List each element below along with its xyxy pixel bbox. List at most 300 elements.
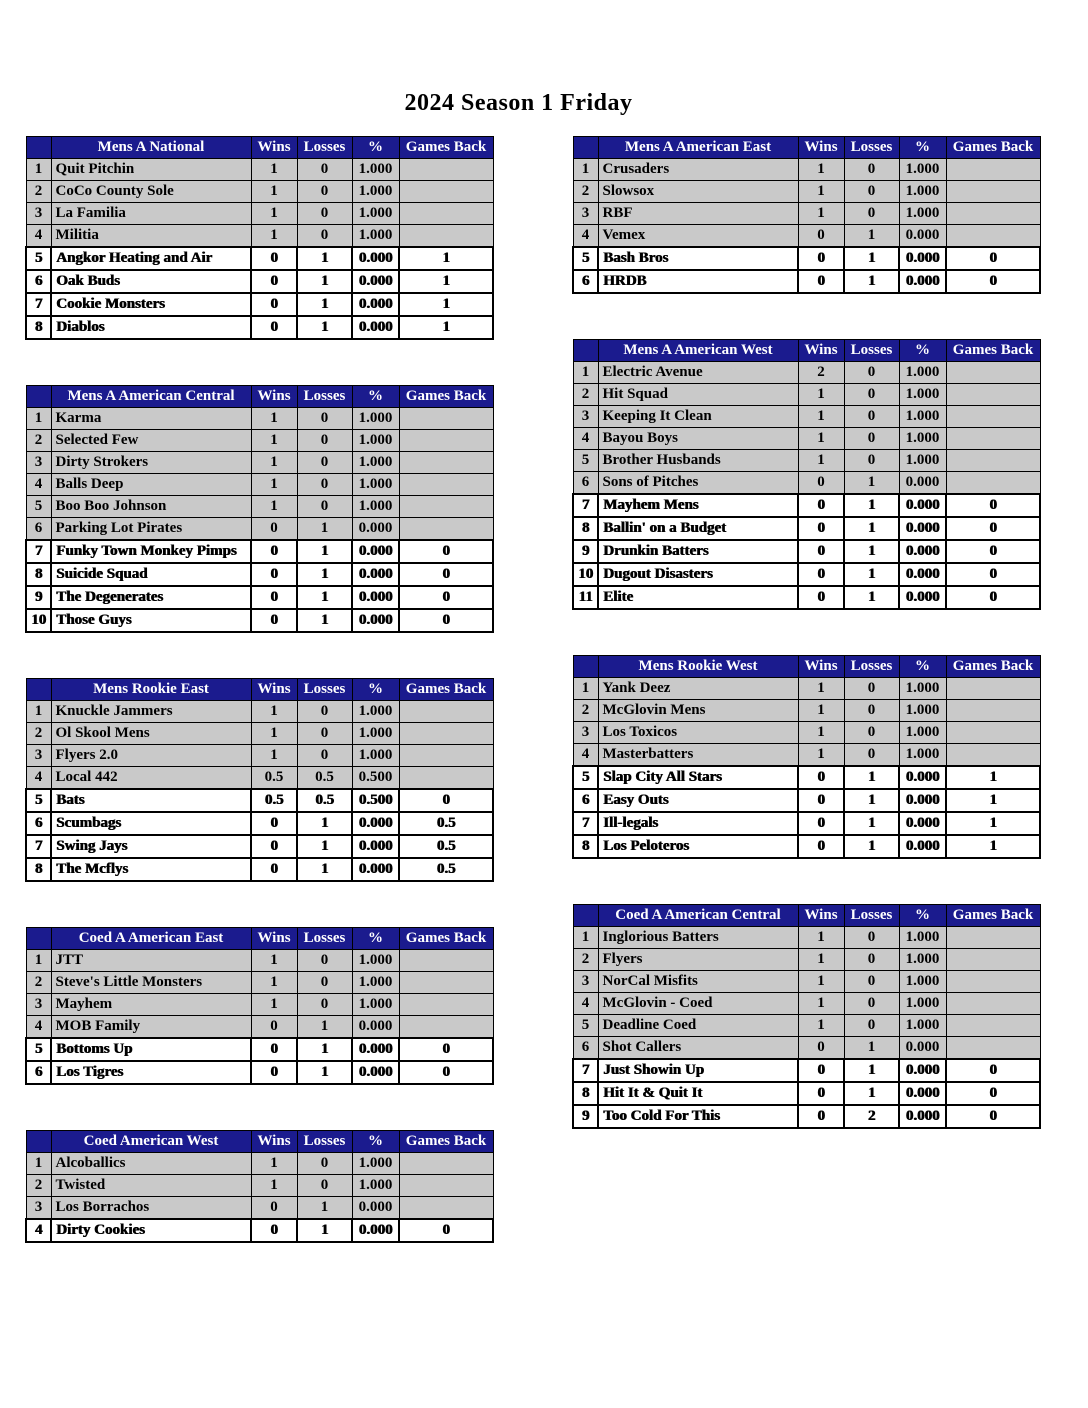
games-back-cell — [946, 203, 1040, 225]
pct-cell: 0.000 — [352, 812, 399, 835]
table-row — [573, 812, 1040, 835]
col-header-wins: Wins — [251, 679, 297, 701]
team-cell: Bayou Boys — [598, 428, 798, 450]
pct-cell: 0.000 — [899, 1105, 946, 1128]
pct-cell: 1.000 — [352, 452, 399, 474]
games-back-cell — [399, 203, 493, 225]
wins-cell: 0 — [251, 1016, 297, 1039]
rank-cell: 4 — [26, 225, 51, 248]
pct-cell: 1.000 — [352, 1175, 399, 1197]
wins-cell: 1 — [798, 203, 844, 225]
wins-cell: 0 — [251, 247, 297, 270]
losses-cell: 0 — [297, 203, 352, 225]
games-back-cell: 0.5 — [399, 858, 493, 881]
team-cell: MOB Family — [51, 1016, 251, 1039]
wins-cell: 1 — [798, 722, 844, 744]
wins-cell: 1 — [251, 159, 297, 181]
pct-cell: 0.000 — [352, 563, 399, 586]
pct-cell: 0.000 — [352, 293, 399, 316]
team-cell: Los Peloteros — [598, 835, 798, 858]
games-back-cell — [399, 1016, 493, 1039]
rank-cell: 3 — [573, 203, 598, 225]
team-cell: Funky Town Monkey Pimps — [51, 540, 251, 563]
standings-table-mens-a-american-east — [572, 136, 1041, 294]
table-row — [573, 517, 1040, 540]
wins-cell: 0 — [798, 1037, 844, 1060]
rank-cell: 8 — [573, 1082, 598, 1105]
rank-cell: 9 — [26, 586, 51, 609]
pct-cell: 1.000 — [899, 700, 946, 722]
rank-col-header — [26, 137, 51, 159]
col-header-games-back: Games Back — [399, 679, 493, 701]
games-back-cell: 0 — [946, 1059, 1040, 1082]
wins-cell: 0 — [798, 812, 844, 835]
pct-cell: 1.000 — [899, 159, 946, 181]
pct-cell: 1.000 — [352, 950, 399, 972]
col-header-losses: Losses — [297, 928, 352, 950]
col-header-losses: Losses — [297, 386, 352, 408]
team-cell: Hit Squad — [598, 384, 798, 406]
games-back-cell — [946, 722, 1040, 744]
team-cell: Balls Deep — [51, 474, 251, 496]
games-back-cell: 0 — [399, 1061, 493, 1084]
wins-cell: 0 — [251, 1038, 297, 1061]
header-row — [573, 340, 1040, 362]
wins-cell: 0 — [798, 766, 844, 789]
wins-cell: 1 — [798, 181, 844, 203]
col-header-pct: % — [352, 386, 399, 408]
losses-cell: 1 — [297, 247, 352, 270]
rank-cell: 5 — [26, 1038, 51, 1061]
rank-cell: 2 — [26, 972, 51, 994]
rank-cell: 7 — [573, 494, 598, 517]
col-header-games-back: Games Back — [399, 386, 493, 408]
team-cell: NorCal Misfits — [598, 971, 798, 993]
rank-cell: 3 — [573, 722, 598, 744]
wins-cell: 0.5 — [251, 767, 297, 790]
games-back-cell — [399, 745, 493, 767]
pct-cell: 1.000 — [352, 430, 399, 452]
pct-cell: 0.000 — [899, 494, 946, 517]
losses-cell: 0.5 — [297, 767, 352, 790]
pct-cell: 0.000 — [352, 540, 399, 563]
pct-cell: 1.000 — [899, 362, 946, 384]
losses-cell: 0 — [297, 701, 352, 723]
rank-cell: 6 — [26, 1061, 51, 1084]
losses-cell: 0 — [844, 159, 899, 181]
col-header-wins: Wins — [251, 137, 297, 159]
header-row — [26, 928, 493, 950]
games-back-cell — [946, 225, 1040, 248]
rank-cell: 5 — [573, 1015, 598, 1037]
games-back-cell: 0.5 — [399, 835, 493, 858]
team-cell: Hit It & Quit It — [598, 1082, 798, 1105]
losses-cell: 0 — [844, 406, 899, 428]
rank-cell: 7 — [26, 835, 51, 858]
rank-col-header — [26, 928, 51, 950]
rank-cell: 11 — [573, 586, 598, 609]
games-back-cell — [946, 472, 1040, 495]
team-cell: Bash Bros — [598, 247, 798, 270]
pct-cell: 1.000 — [352, 972, 399, 994]
pct-cell: 1.000 — [899, 678, 946, 700]
team-cell: Masterbatters — [598, 744, 798, 767]
games-back-cell — [946, 949, 1040, 971]
team-cell: Swing Jays — [51, 835, 251, 858]
standings-table-mens-a-american-central — [25, 385, 494, 633]
rank-cell: 7 — [26, 540, 51, 563]
table-row — [26, 408, 493, 430]
rank-cell: 4 — [573, 225, 598, 248]
games-back-cell — [399, 408, 493, 430]
rank-cell: 2 — [573, 384, 598, 406]
games-back-cell — [946, 159, 1040, 181]
table-row — [573, 789, 1040, 812]
division-title: Mens Rookie East — [51, 679, 251, 701]
team-cell: Parking Lot Pirates — [51, 518, 251, 541]
rank-cell: 5 — [573, 247, 598, 270]
wins-cell: 2 — [798, 362, 844, 384]
pct-cell: 0.000 — [899, 1082, 946, 1105]
team-cell: Sons of Pitches — [598, 472, 798, 495]
wins-cell: 0 — [798, 563, 844, 586]
losses-cell: 1 — [844, 586, 899, 609]
table-row — [573, 949, 1040, 971]
table-row — [573, 159, 1040, 181]
rank-col-header — [573, 340, 598, 362]
rank-cell: 1 — [573, 678, 598, 700]
losses-cell: 0.5 — [297, 789, 352, 812]
division-title: Mens A American Central — [51, 386, 251, 408]
games-back-cell — [946, 362, 1040, 384]
losses-cell: 1 — [297, 1219, 352, 1242]
losses-cell: 1 — [844, 270, 899, 293]
wins-cell: 0 — [251, 293, 297, 316]
pct-cell: 1.000 — [899, 971, 946, 993]
pct-cell: 1.000 — [352, 159, 399, 181]
division-title: Mens A National — [51, 137, 251, 159]
games-back-cell: 0 — [946, 563, 1040, 586]
table-row — [573, 428, 1040, 450]
table-row — [573, 203, 1040, 225]
games-back-cell — [399, 1153, 493, 1175]
wins-cell: 1 — [251, 408, 297, 430]
wins-cell: 1 — [798, 971, 844, 993]
rank-cell: 2 — [26, 430, 51, 452]
pct-cell: 1.000 — [899, 949, 946, 971]
pct-cell: 1.000 — [899, 927, 946, 949]
col-header-pct: % — [352, 679, 399, 701]
games-back-cell — [399, 972, 493, 994]
header-row — [26, 386, 493, 408]
team-cell: Vemex — [598, 225, 798, 248]
losses-cell: 1 — [297, 858, 352, 881]
team-cell: Los Tigres — [51, 1061, 251, 1084]
standings-table-coed-a-american-central — [572, 904, 1041, 1129]
losses-cell: 0 — [297, 1175, 352, 1197]
pct-cell: 1.000 — [352, 1153, 399, 1175]
games-back-cell — [946, 181, 1040, 203]
pct-cell: 1.000 — [352, 474, 399, 496]
pct-cell: 0.000 — [899, 270, 946, 293]
team-cell: Dirty Cookies — [51, 1219, 251, 1242]
table-row — [26, 701, 493, 723]
pct-cell: 0.000 — [352, 1061, 399, 1084]
pct-cell: 0.000 — [352, 835, 399, 858]
table-row — [573, 494, 1040, 517]
losses-cell: 0 — [844, 203, 899, 225]
wins-cell: 1 — [798, 384, 844, 406]
losses-cell: 0 — [297, 159, 352, 181]
rank-cell: 4 — [573, 428, 598, 450]
rank-cell: 4 — [26, 1016, 51, 1039]
table-row — [573, 362, 1040, 384]
col-header-losses: Losses — [844, 137, 899, 159]
games-back-cell — [399, 701, 493, 723]
rank-cell: 8 — [573, 517, 598, 540]
pct-cell: 1.000 — [352, 408, 399, 430]
games-back-cell — [946, 1037, 1040, 1060]
header-row — [573, 905, 1040, 927]
rank-cell: 2 — [26, 723, 51, 745]
pct-cell: 0.000 — [352, 1219, 399, 1242]
table-row — [26, 203, 493, 225]
wins-cell: 1 — [251, 972, 297, 994]
wins-cell: 0 — [251, 812, 297, 835]
losses-cell: 1 — [297, 835, 352, 858]
games-back-cell: 0 — [946, 1082, 1040, 1105]
table-row — [26, 586, 493, 609]
pct-cell: 0.000 — [352, 247, 399, 270]
col-header-wins: Wins — [798, 340, 844, 362]
table-row — [573, 384, 1040, 406]
team-cell: Elite — [598, 586, 798, 609]
losses-cell: 1 — [297, 293, 352, 316]
games-back-cell: 1 — [946, 812, 1040, 835]
wins-cell: 1 — [251, 1153, 297, 1175]
table-row — [26, 1153, 493, 1175]
games-back-cell: 0 — [399, 1219, 493, 1242]
table-row — [26, 225, 493, 248]
table-row — [26, 723, 493, 745]
table-row — [26, 609, 493, 632]
losses-cell: 1 — [844, 247, 899, 270]
wins-cell: 0 — [251, 609, 297, 632]
rank-cell: 4 — [573, 993, 598, 1015]
games-back-cell — [399, 452, 493, 474]
losses-cell: 0 — [844, 181, 899, 203]
team-cell: Cookie Monsters — [51, 293, 251, 316]
losses-cell: 1 — [844, 540, 899, 563]
rank-cell: 6 — [573, 789, 598, 812]
losses-cell: 0 — [844, 362, 899, 384]
pct-cell: 1.000 — [899, 406, 946, 428]
losses-cell: 0 — [297, 225, 352, 248]
wins-cell: 0 — [798, 789, 844, 812]
rank-cell: 8 — [573, 835, 598, 858]
losses-cell: 1 — [844, 1082, 899, 1105]
team-cell: RBF — [598, 203, 798, 225]
losses-cell: 0 — [844, 949, 899, 971]
rank-cell: 3 — [26, 994, 51, 1016]
pct-cell: 0.000 — [352, 316, 399, 339]
rank-cell: 5 — [26, 247, 51, 270]
team-cell: JTT — [51, 950, 251, 972]
rank-cell: 5 — [26, 789, 51, 812]
col-header-pct: % — [899, 656, 946, 678]
team-cell: Alcoballics — [51, 1153, 251, 1175]
team-cell: Inglorious Batters — [598, 927, 798, 949]
rank-cell: 2 — [26, 1175, 51, 1197]
wins-cell: 1 — [798, 428, 844, 450]
wins-cell: 1 — [251, 225, 297, 248]
col-header-games-back: Games Back — [946, 905, 1040, 927]
page-title: 2024 Season 1 Friday — [404, 90, 633, 116]
pct-cell: 0.000 — [899, 540, 946, 563]
team-cell: Drunkin Batters — [598, 540, 798, 563]
losses-cell: 1 — [844, 766, 899, 789]
losses-cell: 1 — [844, 812, 899, 835]
losses-cell: 0 — [297, 745, 352, 767]
pct-cell: 1.000 — [352, 723, 399, 745]
team-cell: Crusaders — [598, 159, 798, 181]
table-row — [26, 247, 493, 270]
table-row — [26, 270, 493, 293]
rank-col-header — [26, 1131, 51, 1153]
rank-cell: 8 — [26, 316, 51, 339]
table-row — [26, 972, 493, 994]
losses-cell: 1 — [297, 1038, 352, 1061]
rank-cell: 6 — [573, 1037, 598, 1060]
wins-cell: 1 — [251, 203, 297, 225]
pct-cell: 1.000 — [352, 181, 399, 203]
wins-cell: 1 — [798, 993, 844, 1015]
losses-cell: 1 — [297, 540, 352, 563]
wins-cell: 0 — [251, 270, 297, 293]
team-cell: Militia — [51, 225, 251, 248]
pct-cell: 0.000 — [899, 1059, 946, 1082]
wins-cell: 0 — [251, 1061, 297, 1084]
rank-col-header — [573, 905, 598, 927]
rank-cell: 10 — [26, 609, 51, 632]
games-back-cell: 0 — [946, 586, 1040, 609]
table-row — [26, 293, 493, 316]
team-cell: Flyers — [598, 949, 798, 971]
table-row — [573, 700, 1040, 722]
losses-cell: 0 — [297, 972, 352, 994]
table-row — [573, 766, 1040, 789]
losses-cell: 1 — [844, 517, 899, 540]
rank-cell: 1 — [26, 408, 51, 430]
wins-cell: 1 — [798, 927, 844, 949]
pct-cell: 1.000 — [352, 701, 399, 723]
rank-cell: 1 — [573, 362, 598, 384]
wins-cell: 1 — [251, 745, 297, 767]
wins-cell: 0 — [798, 540, 844, 563]
team-cell: Bats — [51, 789, 251, 812]
pct-cell: 1.000 — [352, 496, 399, 518]
division-title: Coed A American Central — [598, 905, 798, 927]
wins-cell: 0 — [798, 1105, 844, 1128]
losses-cell: 1 — [297, 518, 352, 541]
pct-cell: 1.000 — [899, 428, 946, 450]
pct-cell: 0.000 — [899, 835, 946, 858]
wins-cell: 1 — [798, 450, 844, 472]
pct-cell: 0.000 — [352, 858, 399, 881]
losses-cell: 0 — [844, 384, 899, 406]
wins-cell: 1 — [251, 701, 297, 723]
losses-cell: 0 — [844, 1015, 899, 1037]
wins-cell: 0 — [251, 563, 297, 586]
games-back-cell: 0 — [399, 586, 493, 609]
games-back-cell — [399, 1175, 493, 1197]
rank-cell: 3 — [26, 1197, 51, 1220]
wins-cell: 0 — [251, 586, 297, 609]
rank-cell: 6 — [573, 270, 598, 293]
team-cell: Mayhem Mens — [598, 494, 798, 517]
pct-cell: 1.000 — [899, 181, 946, 203]
table-row — [573, 1037, 1040, 1060]
table-row — [26, 835, 493, 858]
games-back-cell — [399, 474, 493, 496]
losses-cell: 1 — [844, 835, 899, 858]
table-row — [26, 789, 493, 812]
pct-cell: 1.000 — [899, 744, 946, 767]
losses-cell: 0 — [297, 994, 352, 1016]
table-row — [26, 181, 493, 203]
rank-cell: 1 — [26, 950, 51, 972]
losses-cell: 0 — [297, 181, 352, 203]
rank-cell: 5 — [573, 450, 598, 472]
rank-cell: 1 — [26, 1153, 51, 1175]
wins-cell: 1 — [798, 159, 844, 181]
games-back-cell — [946, 1015, 1040, 1037]
losses-cell: 1 — [844, 1059, 899, 1082]
rank-cell: 6 — [26, 518, 51, 541]
col-header-pct: % — [899, 137, 946, 159]
games-back-cell — [399, 1197, 493, 1220]
games-back-cell: 0 — [399, 609, 493, 632]
losses-cell: 0 — [297, 474, 352, 496]
team-cell: Too Cold For This — [598, 1105, 798, 1128]
rank-cell: 3 — [26, 203, 51, 225]
division-title: Coed American West — [51, 1131, 251, 1153]
team-cell: Mayhem — [51, 994, 251, 1016]
games-back-cell: 1 — [399, 316, 493, 339]
wins-cell: 1 — [798, 949, 844, 971]
table-row — [573, 586, 1040, 609]
table-row — [26, 563, 493, 586]
losses-cell: 0 — [297, 1153, 352, 1175]
standings-grid — [25, 136, 1088, 1288]
col-header-games-back: Games Back — [399, 1131, 493, 1153]
rank-cell: 8 — [26, 563, 51, 586]
rank-cell: 5 — [573, 766, 598, 789]
table-row — [573, 181, 1040, 203]
rank-cell: 4 — [26, 474, 51, 496]
games-back-cell: 0 — [946, 1105, 1040, 1128]
wins-cell: 0 — [251, 858, 297, 881]
games-back-cell — [399, 159, 493, 181]
wins-cell: 1 — [798, 744, 844, 767]
games-back-cell: 0 — [399, 789, 493, 812]
losses-cell: 1 — [297, 1016, 352, 1039]
table-row — [573, 1015, 1040, 1037]
team-cell: McGlovin Mens — [598, 700, 798, 722]
table-row — [26, 518, 493, 541]
team-cell: Knuckle Jammers — [51, 701, 251, 723]
games-back-cell: 0.5 — [399, 812, 493, 835]
